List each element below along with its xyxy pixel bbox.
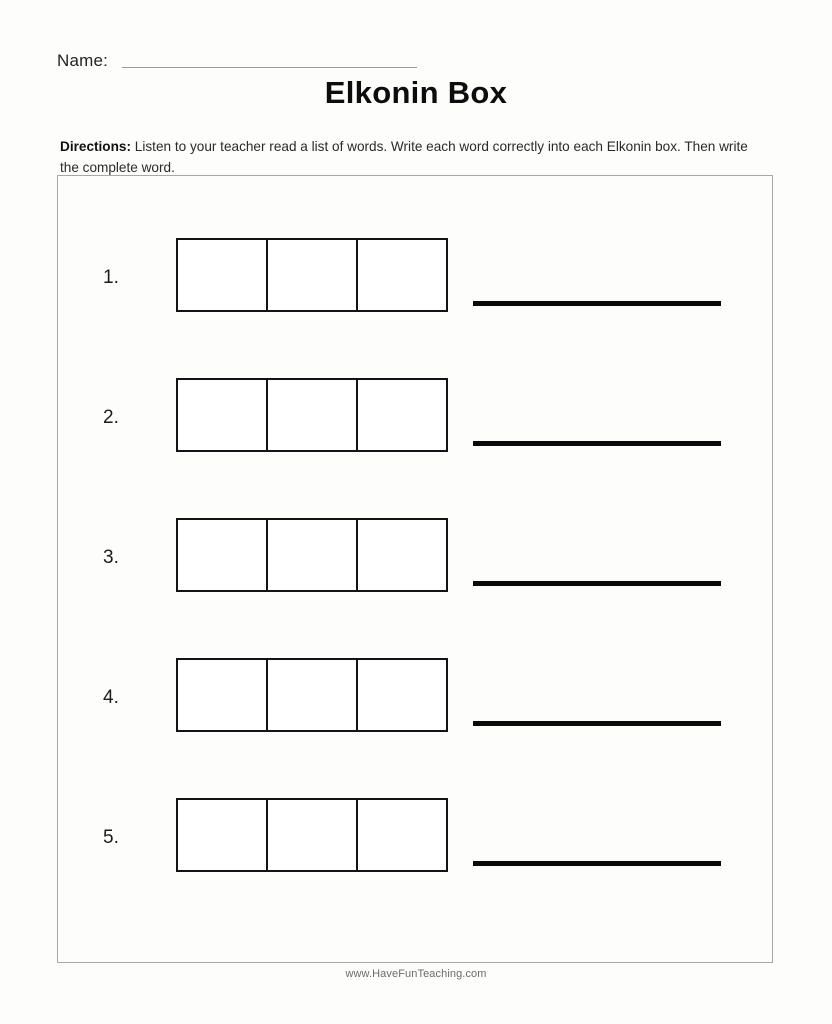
elkonin-box-cell[interactable] xyxy=(178,380,268,450)
elkonin-box-cell[interactable] xyxy=(358,520,446,590)
directions-text xyxy=(60,136,760,178)
word-write-line[interactable] xyxy=(473,861,721,866)
elkonin-box-group xyxy=(176,238,448,312)
worksheet-row xyxy=(95,658,735,768)
elkonin-box-cell[interactable] xyxy=(268,240,358,310)
elkonin-box-cell[interactable] xyxy=(268,660,358,730)
worksheet-row xyxy=(95,798,735,908)
elkonin-box-group xyxy=(176,798,448,872)
elkonin-box-cell[interactable] xyxy=(358,800,446,870)
directions-label: Directions: xyxy=(60,139,132,154)
page-title: Elkonin Box xyxy=(324,75,508,110)
elkonin-box-cell[interactable] xyxy=(358,380,446,450)
worksheet-row xyxy=(95,238,735,348)
elkonin-box-group xyxy=(176,378,448,452)
worksheet-row xyxy=(95,518,735,628)
elkonin-box-cell[interactable] xyxy=(358,660,446,730)
worksheet-row xyxy=(95,378,735,488)
elkonin-box-group xyxy=(176,518,448,592)
row-number: 2. xyxy=(103,407,119,428)
directions-body: Listen to your teacher read a list of words. Write each word correctly into each Elkonin box. Then write the complete word. xyxy=(60,139,748,176)
name-label: Name: xyxy=(57,51,109,70)
elkonin-box-cell[interactable] xyxy=(358,240,446,310)
elkonin-box-group xyxy=(176,658,448,732)
row-number: 3. xyxy=(103,547,119,568)
elkonin-box-cell[interactable] xyxy=(268,800,358,870)
word-write-line[interactable] xyxy=(473,301,721,306)
footer-url: www.HaveFunTeaching.com xyxy=(345,968,487,980)
row-number: 1. xyxy=(103,267,119,288)
row-number: 5. xyxy=(103,827,119,848)
word-write-line[interactable] xyxy=(473,721,721,726)
elkonin-box-cell[interactable] xyxy=(178,520,268,590)
elkonin-box-cell[interactable] xyxy=(178,660,268,730)
name-field-row xyxy=(57,45,417,71)
name-write-line[interactable] xyxy=(122,67,417,68)
word-write-line[interactable] xyxy=(473,581,721,586)
elkonin-box-cell[interactable] xyxy=(178,800,268,870)
elkonin-box-cell[interactable] xyxy=(178,240,268,310)
elkonin-box-cell[interactable] xyxy=(268,380,358,450)
row-number: 4. xyxy=(103,687,119,708)
elkonin-box-cell[interactable] xyxy=(268,520,358,590)
word-write-line[interactable] xyxy=(473,441,721,446)
